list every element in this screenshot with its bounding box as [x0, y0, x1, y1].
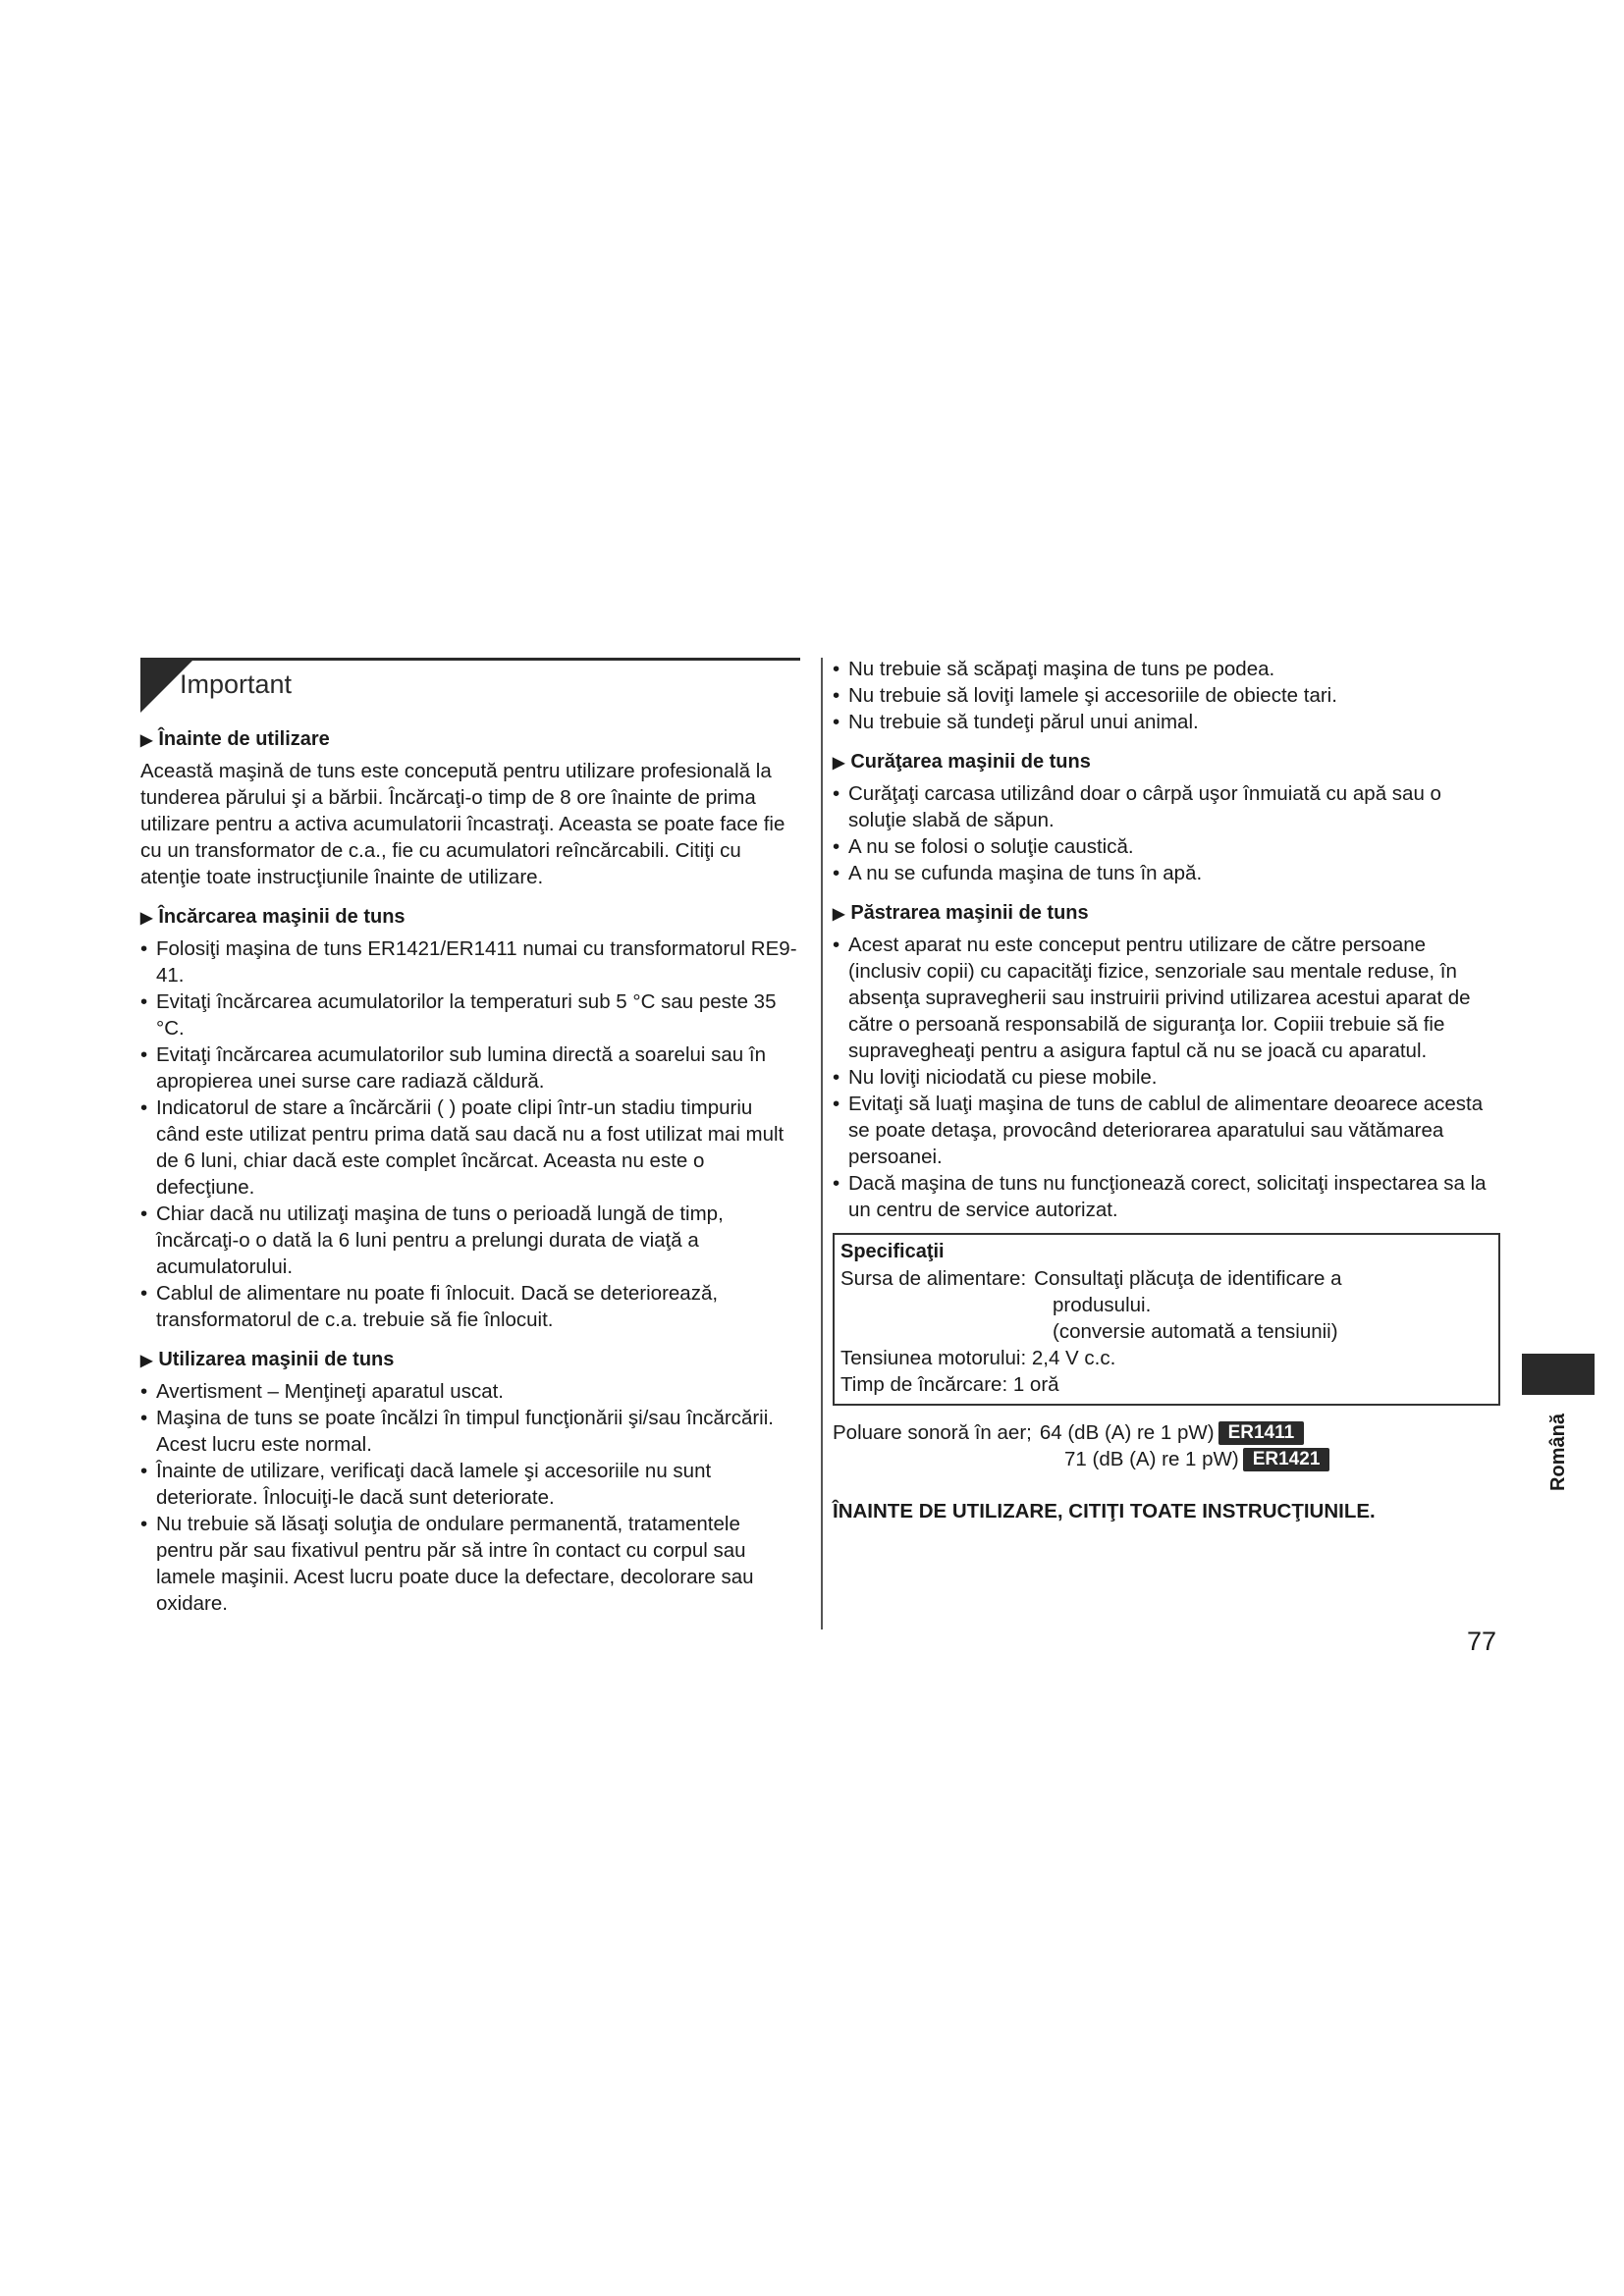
section-using: [140, 1347, 800, 1617]
list-item: • Chiar dacă nu utilizaţi maşina de tuns o perioadă lungă de timp, încărcaţi-o o dată la 6 luni pentru a prelungi durata de viaţă a acumulatorului.: [140, 1201, 800, 1280]
list-item: • Înainte de utilizare, verificaţi dacă lamele şi accesoriile nu sunt deteriorate. Înlocuiţi-le dacă sunt deteriorate.: [140, 1458, 800, 1511]
triangle-bullet-icon: ▶: [140, 732, 153, 749]
section-charging: [140, 904, 800, 1333]
section-heading-text: Încărcarea maşinii de tuns: [158, 906, 406, 928]
noise-label: Poluare sonoră în aer;: [833, 1421, 1032, 1444]
header-title: Important: [180, 669, 293, 699]
spec-power-value-2: produsului.: [1053, 1294, 1152, 1316]
list-item: • Nu trebuie să tundeţi părul unui animal.: [833, 709, 1500, 735]
list-item: • Folosiţi maşina de tuns ER1421/ER1411 numai cu transformatorul RE9-41.: [140, 935, 800, 988]
left-column: [140, 658, 800, 1617]
list-item: • Indicatorul de stare a încărcării ( ) poate clipi într-un stadiu timpuriu când este utilizat pentru prima dată sau dacă nu a fost utilizat mai mult de 6 luni, chiar dacă este complet încărcat. Aceasta nu este o defecţiune.: [140, 1095, 800, 1201]
noise-value-2: 71 (dB (A) re 1 pW): [1064, 1448, 1239, 1470]
model-badge: ER1421: [1243, 1448, 1330, 1471]
list-item: • Nu loviţi niciodată cu piese mobile.: [833, 1064, 1500, 1091]
list-item: • Evitaţi încărcarea acumulatorilor sub lumina directă a soarelui sau în apropierea unei surse care radiază căldură.: [140, 1041, 800, 1095]
spec-power-value: Consultaţi plăcuţa de identificare a: [1034, 1267, 1342, 1290]
list-item: • Maşina de tuns se poate încălzi în timpul funcţionării şi/sau încărcării. Acest lucru este normal.: [140, 1405, 800, 1458]
noise-line-1: [833, 1419, 1500, 1446]
section-heading: [140, 726, 800, 754]
language-tab-marker: [1522, 1354, 1595, 1395]
important-header: [140, 658, 800, 713]
list-item: • Avertisment – Menţineţi aparatul uscat.: [140, 1378, 800, 1405]
bullet-list: [140, 1378, 800, 1617]
spec-power-row: [840, 1265, 1492, 1292]
final-note: ÎNAINTE DE UTILIZARE, CITIŢI TOATE INSTRUCŢIUNILE.: [833, 1500, 1376, 1522]
spec-charge-time: Timp de încărcare: 1 oră: [840, 1373, 1059, 1396]
list-item: • Evitaţi să luaţi maşina de tuns de cablul de alimentare deoarece acesta se poate detaşa, provocând deteriorarea aparatului sau vătămarea persoanei.: [833, 1091, 1500, 1170]
section-heading-text: Înainte de utilizare: [158, 728, 330, 750]
list-item: • Nu trebuie să lăsaţi soluţia de ondulare permanentă, tratamentele pentru păr sau fixativul pentru păr să intre în contact cu corpul sau lamele maşinii. Acest lucru poate duce la defectare, decolorare sau oxidare.: [140, 1511, 800, 1617]
section-heading-text: Păstrarea maşinii de tuns: [850, 902, 1089, 924]
spec-power-label: Sursa de alimentare:: [840, 1267, 1027, 1290]
section-cleaning: [833, 749, 1500, 886]
list-item: • Dacă maşina de tuns nu funcţionează corect, solicitaţi inspectarea sa la un centru de service autorizat.: [833, 1170, 1500, 1223]
noise-section: [833, 1419, 1500, 1472]
specifications-box: [833, 1233, 1500, 1406]
section-before-use: [140, 726, 800, 890]
model-badge: ER1411: [1218, 1421, 1305, 1445]
section-heading-text: Curăţarea maşinii de tuns: [850, 751, 1091, 773]
section-heading: [833, 900, 1500, 928]
language-label: [1543, 1406, 1573, 1499]
triangle-bullet-icon: ▶: [833, 906, 845, 923]
column-divider: [821, 658, 823, 1629]
list-item: • Curăţaţi carcasa utilizând doar o cârpă uşor înmuiată cu apă sau o soluţie slabă de săpun.: [833, 780, 1500, 833]
triangle-bullet-icon: ▶: [140, 1353, 153, 1369]
section-paragraph: Această maşină de tuns este concepută pentru utilizare profesională la tunderea părului şi a bărbii. Încărcaţi-o timp de 8 ore înainte de prima utilizare pentru a activa acumulatorii încastraţi. Aceasta se poate face fie cu un transformator de c.a., fie cu acumulatori reîncărcabili. Citiţi cu atenţie toate instrucţiunile înainte de utilizare.: [140, 760, 785, 888]
section-heading: [140, 1347, 800, 1374]
right-column: [833, 656, 1500, 1524]
section-heading: [833, 749, 1500, 776]
list-item: • A nu se folosi o soluţie caustică.: [833, 833, 1500, 860]
bullet-list: [833, 932, 1500, 1223]
list-item: • Cablul de alimentare nu poate fi înlocuit. Dacă se deteriorează, transformatorul de c.a. trebuie să fie înlocuit.: [140, 1280, 800, 1333]
list-item: • A nu se cufunda maşina de tuns în apă.: [833, 860, 1500, 886]
section-heading-text: Utilizarea maşinii de tuns: [158, 1349, 395, 1370]
list-item: • Nu trebuie să loviţi lamele şi accesoriile de obiecte tari.: [833, 682, 1500, 709]
header-rule: [140, 658, 800, 661]
triangle-bullet-icon: ▶: [833, 755, 845, 772]
page-number: 77: [1467, 1627, 1497, 1656]
list-item: • Evitaţi încărcarea acumulatorilor la temperaturi sub 5 °C sau peste 35 °C.: [140, 988, 800, 1041]
bullet-list: [833, 780, 1500, 886]
spec-power-value-3: (conversie automată a tensiunii): [1053, 1320, 1338, 1343]
bullet-list: [140, 935, 800, 1333]
list-item: • Acest aparat nu este conceput pentru utilizare de către persoane (inclusiv copii) cu capacităţi fizice, senzoriale sau mentale reduse, în absenţa supravegherii sau instruirii privind utilizarea acestui aparat de către o persoană responsabilă de siguranţa lor. Copiii trebuie să fie supravegheaţi pentru a asigura faptul că nu se joacă cu aparatul.: [833, 932, 1500, 1064]
list-item: • Nu trebuie să scăpaţi maşina de tuns pe podea.: [833, 656, 1500, 682]
section-storage: [833, 900, 1500, 1223]
noise-value-1: 64 (dB (A) re 1 pW): [1039, 1421, 1215, 1444]
noise-line-2: [833, 1446, 1500, 1472]
language-label-text: Română: [1546, 1414, 1569, 1491]
section-heading: [140, 904, 800, 932]
triangle-bullet-icon: ▶: [140, 910, 153, 927]
spec-motor-voltage: Tensiunea motorului: 2,4 V c.c.: [840, 1347, 1116, 1369]
bullet-list: [833, 656, 1500, 735]
specifications-title: Specificaţii: [840, 1241, 945, 1262]
